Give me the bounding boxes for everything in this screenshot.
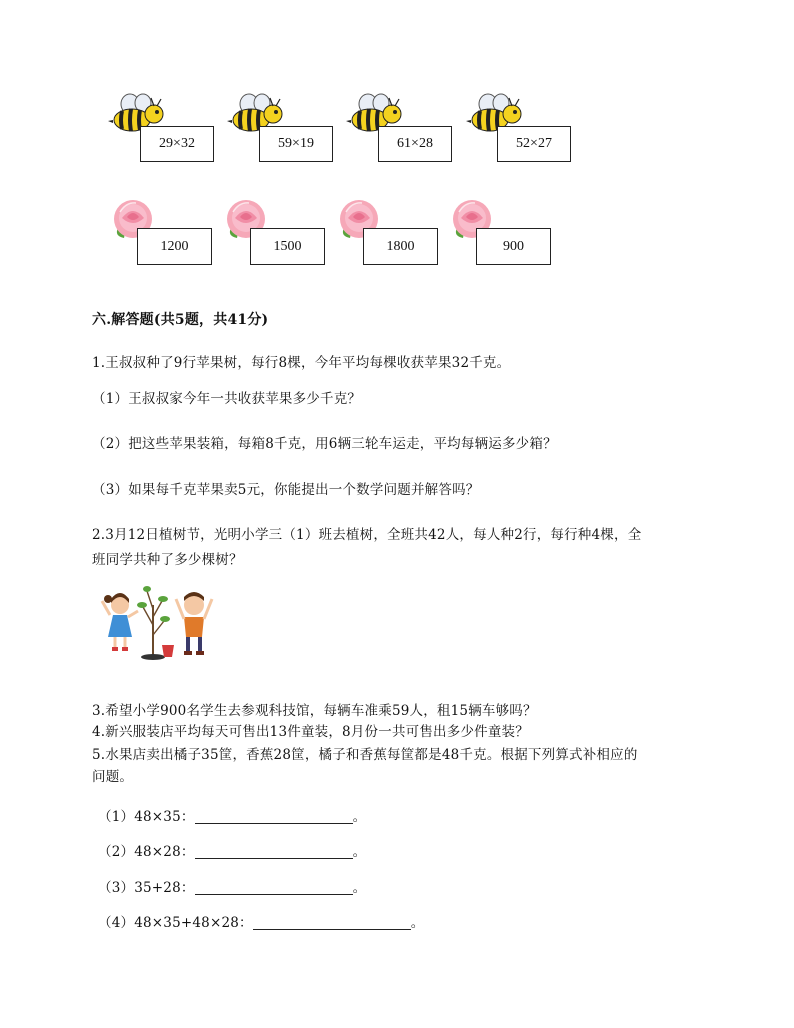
- value-box: 1800: [363, 228, 438, 265]
- q5-item-end: 。: [352, 880, 367, 896]
- q2-line1: 2.3月12日植树节，光明小学三（1）班去植树，全班共42人，每人种2行，每行种4棵，全: [92, 527, 642, 543]
- expression-box: 61×28: [378, 126, 452, 162]
- q1-sub3: （3）如果每千克苹果卖5元，你能提出一个数学问题并解答吗？: [92, 482, 480, 498]
- answer-blank[interactable]: [195, 880, 353, 895]
- q2-line2: 班同学共种了多少棵树？: [92, 552, 243, 568]
- value-box: 1200: [137, 228, 212, 265]
- q5-item-2: [98, 840, 366, 860]
- value-box: 1500: [250, 228, 325, 265]
- answer-blank[interactable]: [195, 809, 353, 824]
- q5-item-end: 。: [352, 844, 367, 860]
- q1-sub1: （1）王叔叔家今年一共收获苹果多少千克？: [92, 391, 362, 407]
- expression-box: 29×32: [140, 126, 214, 162]
- q5-item-label: （4）48×35+48×28：: [98, 915, 253, 931]
- q4-text: 4.新兴服装店平均每天可售出13件童装，8月份一共可售出多少件童装？: [92, 724, 529, 740]
- q5-line2: 问题。: [92, 769, 134, 785]
- q1-sub2: （2）把这些苹果装箱，每箱8千克，用6辆三轮车运走，平均每辆运多少箱？: [92, 436, 557, 452]
- answer-blank[interactable]: [195, 844, 353, 859]
- q5-item-1: [98, 805, 366, 825]
- q5-item-4: [98, 911, 424, 931]
- q5-item-end: 。: [410, 915, 425, 931]
- children-planting-tree-illustration: [98, 585, 220, 663]
- q1-stem: 1.王叔叔种了9行苹果树，每行8棵，今年平均每棵收获苹果32千克。: [92, 355, 511, 371]
- q5-line1: 5.水果店卖出橘子35筐，香蕉28筐，橘子和香蕉每筐都是48千克。根据下列算式补相应的: [92, 747, 638, 763]
- value-box: 900: [476, 228, 551, 265]
- q5-item-end: 。: [352, 809, 367, 825]
- section-title: 六.解答题(共5题，共41分): [92, 312, 269, 328]
- q3-text: 3.希望小学900名学生去参观科技馆，每辆车准乘59人，租15辆车够吗？: [92, 703, 537, 719]
- q5-item-3: [98, 876, 366, 896]
- expression-box: 59×19: [259, 126, 333, 162]
- q5-item-label: （1）48×35：: [98, 809, 195, 825]
- q5-item-label: （3）35+28：: [98, 880, 195, 896]
- expression-box: 52×27: [497, 126, 571, 162]
- q5-item-label: （2）48×28：: [98, 844, 195, 860]
- answer-blank[interactable]: [253, 915, 411, 930]
